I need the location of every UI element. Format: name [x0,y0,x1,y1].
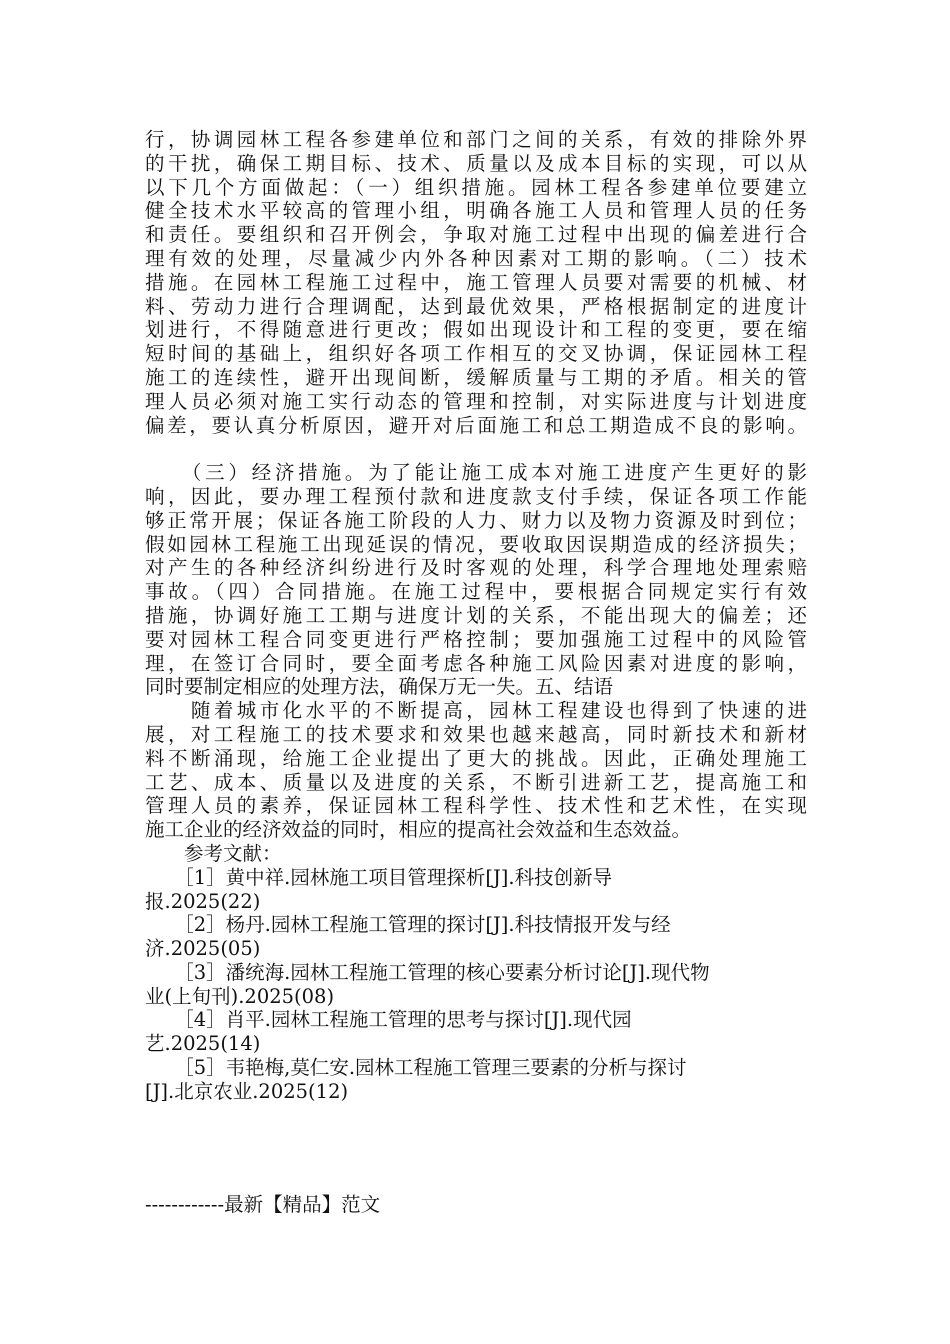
text-line: 展，对工程施工的技术要求和效果也越来越高，同时新技术和新材 [145,722,807,746]
text-line: 以下几个方面做起：（一）组织措施。园林工程各参建单位要建立 [145,175,807,199]
text-line: 划进行，不得随意进行更改；假如出现设计和工程的变更，要在缩 [145,318,807,342]
reference-line: ［5］韦艳梅,莫仁安.园林工程施工管理三要素的分析与探讨 [145,1056,687,1080]
text-line: 事故。（四）合同措施。在施工过程中，要根据合同规定实行有效 [145,580,807,604]
text-line: 短时间的基础上，组织好各项工作相互的交叉协调，保证园林工程 [145,342,807,366]
references-heading: 参考文献： [145,841,282,865]
reference-list [145,866,807,1104]
text-line: 要对园林工程合同变更进行严格控制；要加强施工过程中的风险管 [145,627,807,651]
text-line: 料不断涌现，给施工企业提出了更大的挑战。因此，正确处理施工 [145,746,807,770]
text-line: 工艺、成本、质量以及进度的关系，不断引进新工艺，提高施工和 [145,770,807,794]
reference-item [145,1008,807,1056]
text-line: 够正常开展；保证各施工阶段的人力、财力以及物力资源及时到位； [145,508,807,532]
text-line: 同时要制定相应的处理方法，确保万无一失。五、结语 [145,675,614,699]
text-line: 的干扰，确保工期目标、技术、质量以及成本目标的实现，可以从 [145,151,807,175]
reference-line: ［2］杨丹.园林工程施工管理的探讨[J].科技情报开发与经 [145,913,671,937]
text-line: 行，协调园林工程各参建单位和部门之间的关系，有效的排除外界 [145,128,807,151]
text-line: 理有效的处理，尽量减少内外各种因素对工期的影响。（二）技术 [145,246,807,270]
document-body [145,128,807,1104]
paragraph-spacer [145,437,807,461]
text-line: 健全技术水平较高的管理小组，明确各施工人员和管理人员的任务 [145,199,807,223]
text-line: 和责任。要组织和召开例会，争取对施工过程中出现的偏差进行合 [145,223,807,247]
text-line: 随着城市化水平的不断提高，园林工程建设也得到了快速的进 [145,699,807,723]
reference-line: 济.2025(05) [145,937,261,961]
reference-line: 艺.2025(14) [145,1032,261,1056]
text-line: 理，在签订合同时，要全面考虑各种施工风险因素对进度的影响， [145,651,807,675]
text-line: 假如园林工程施工出现延误的情况，要收取因误期造成的经济损失； [145,532,807,556]
reference-item [145,866,807,914]
reference-line: 报.2025(22) [145,889,261,913]
reference-line: 业(上旬刊).2025(08) [145,984,335,1008]
paragraph-conclusion [145,699,807,842]
reference-item [145,961,807,1009]
reference-line: [J].北京农业.2025(12) [145,1079,349,1103]
text-line: 措施，协调好施工工期与进度计划的关系，不能出现大的偏差；还 [145,603,807,627]
text-line: 响，因此，要办理工程预付款和进度款支付手续，保证各项工作能 [145,484,807,508]
text-line: 施工的连续性，避开出现间断，缓解质量与工期的矛盾。相关的管 [145,365,807,389]
reference-line: ［3］潘统海.园林工程施工管理的核心要素分析讨论[J].现代物 [145,960,710,984]
reference-line: ［4］肖平.园林工程施工管理的思考与探讨[J].现代园 [145,1008,632,1032]
paragraph-schedule-measures [145,128,807,437]
reference-line: ［1］黄中祥.园林施工项目管理探析[J].科技创新导 [145,865,613,889]
text-line: （三）经济措施。为了能让施工成本对施工进度产生更好的影 [145,461,807,485]
text-line: 对产生的各种经济纠纷进行及时客观的处理，科学合理地处理索赔 [145,556,807,580]
text-line: 措施。在园林工程施工过程中，施工管理人员要对需要的机械、材 [145,270,807,294]
text-line: 偏差，要认真分析原因，避开对后面施工和总工期造成不良的影响。 [145,413,807,437]
paragraph-economic-measures [145,461,807,699]
text-line: 理人员必须对施工实行动态的管理和控制，对实际进度与计划进度 [145,389,807,413]
footer-banner: ------------最新【精品】范文 [145,1193,381,1216]
text-line: 管理人员的素养，保证园林工程科学性、技术性和艺术性，在实现 [145,794,807,818]
reference-item [145,913,807,961]
reference-item [145,1056,807,1104]
text-line: 施工企业的经济效益的同时，相应的提高社会效益和生态效益。 [145,818,692,842]
text-line: 料、劳动力进行合理调配，达到最优效果，严格根据制定的进度计 [145,294,807,318]
